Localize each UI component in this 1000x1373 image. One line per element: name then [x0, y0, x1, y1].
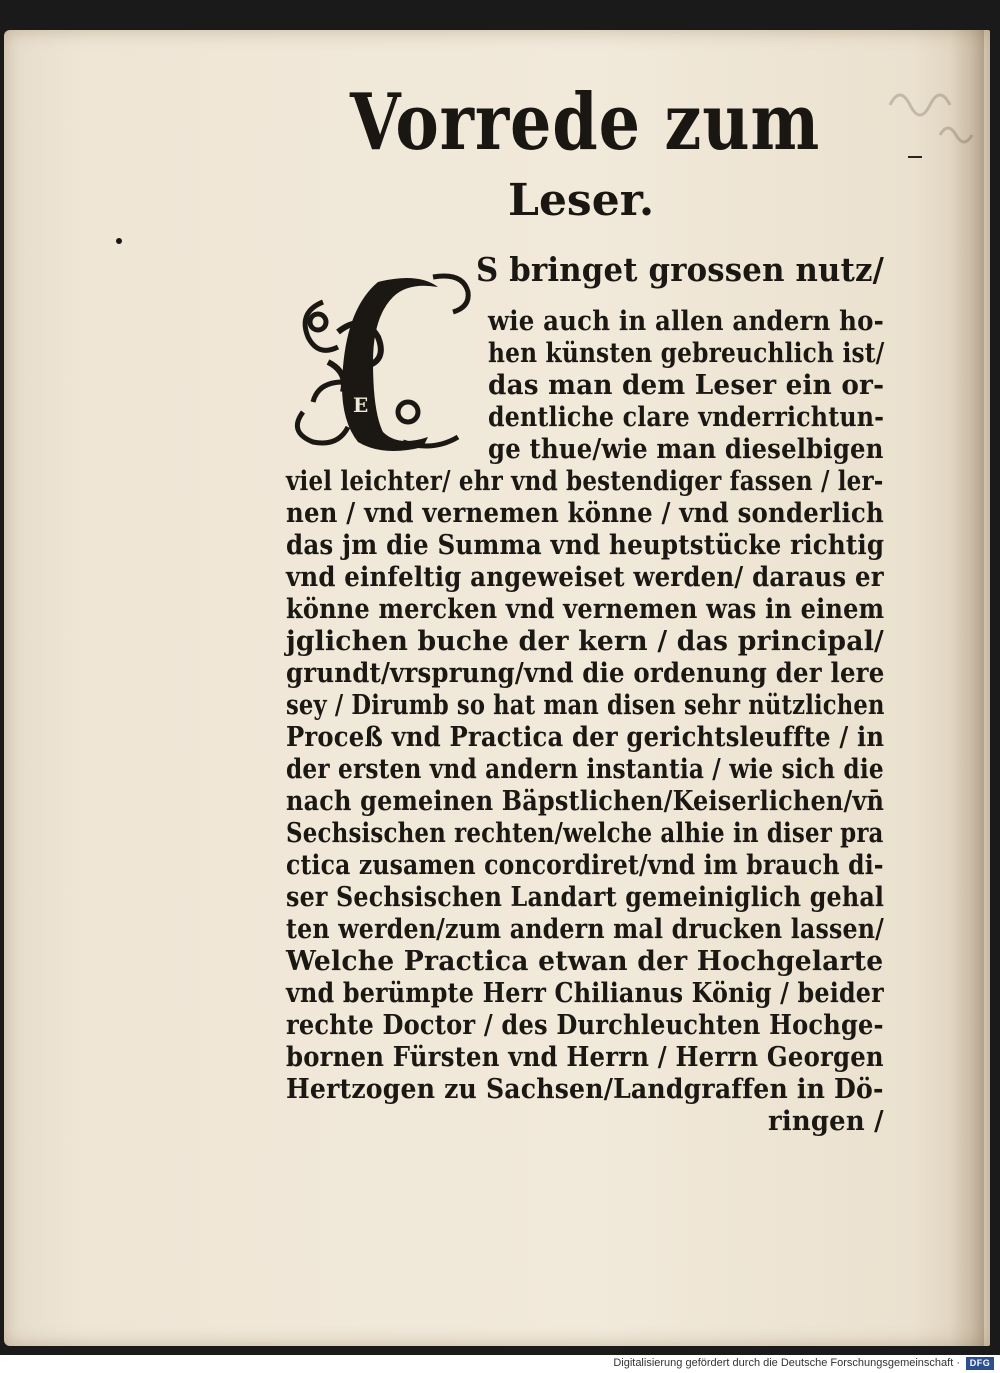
text-line: S bringet grossen nutz/ [476, 250, 885, 289]
text-line: könne mercken vnd vernemen was in einem [286, 594, 885, 625]
text-line: Sechsischen rechten/welche alhie in diser pra [286, 818, 884, 849]
margin-dash [908, 156, 922, 158]
text-line: der ersten vnd andern instantia / wie sich die [286, 754, 884, 785]
text-line: jglichen buche der kern / das principal/ [286, 626, 884, 657]
drop-cap-initial [283, 262, 478, 457]
text-line: dentliche clare vnderrichtun- [488, 402, 885, 433]
text-line: Welche Practica etwan der Hochgelarte [286, 946, 884, 977]
drop-cap-letter: E [353, 393, 369, 417]
margin-dot [116, 238, 122, 244]
text-line: grundt/vrsprung/vnd die ordenung der lere [286, 658, 885, 689]
text-line: ge thue/wie man dieselbigen [488, 434, 884, 465]
text-line: bornen Fürsten vnd Herrn / Herrn Georgen [286, 1042, 884, 1073]
text-line: ctica zusamen concordiret/vnd im brauch di- [286, 850, 884, 881]
bleed-through-text [880, 65, 1000, 165]
text-line: das jm die Summa vnd heuptstücke richtig [286, 530, 885, 561]
text-line: sey / Dirumb so hat man disen sehr nützlichen [286, 690, 885, 721]
text-line: Proceß vnd Practica der gerichtsleuffte / in [286, 722, 885, 753]
text-line: vnd einfeltig angeweiset werden/ daraus er [286, 562, 884, 593]
text-line: rechte Doctor / des Durchleuchten Hochge- [286, 1010, 884, 1041]
dfg-logo-icon: DFG [966, 1357, 994, 1370]
text-line: hen künsten gebreuchlich ist/ [488, 338, 885, 369]
footer-credit: Digitalisierung gefördert durch die Deutsche Forschungsgemeinschaft · [613, 1357, 960, 1369]
text-line: das man dem Leser ein or- [488, 370, 885, 401]
text-line: ten werden/zum andern mal drucken lassen/ [286, 914, 884, 945]
text-line: vnd berümpte Herr Chilianus König / beider [286, 978, 884, 1009]
text-line: Hertzogen zu Sachsen/Landgraffen in Dö- [286, 1074, 884, 1105]
text-line: nach gemeinen Bäpstlichen/Keiserlichen/vn̄ [286, 786, 885, 817]
page-subtitle: Leser. [508, 175, 655, 226]
text-line: viel leichter/ ehr vnd bestendiger fassen / ler- [286, 466, 884, 497]
footer-bar [0, 1355, 1000, 1373]
text-line: wie auch in allen andern ho- [488, 306, 884, 337]
text-line: ser Sechsischen Landart gemeiniglich gehal [286, 882, 885, 913]
page-title: Vorrede zum [350, 77, 821, 168]
text-line: ringen / [768, 1106, 884, 1137]
page-edge-shadow [950, 30, 984, 1346]
text-line: nen / vnd vernemen könne / vnd sonderlich [286, 498, 884, 529]
